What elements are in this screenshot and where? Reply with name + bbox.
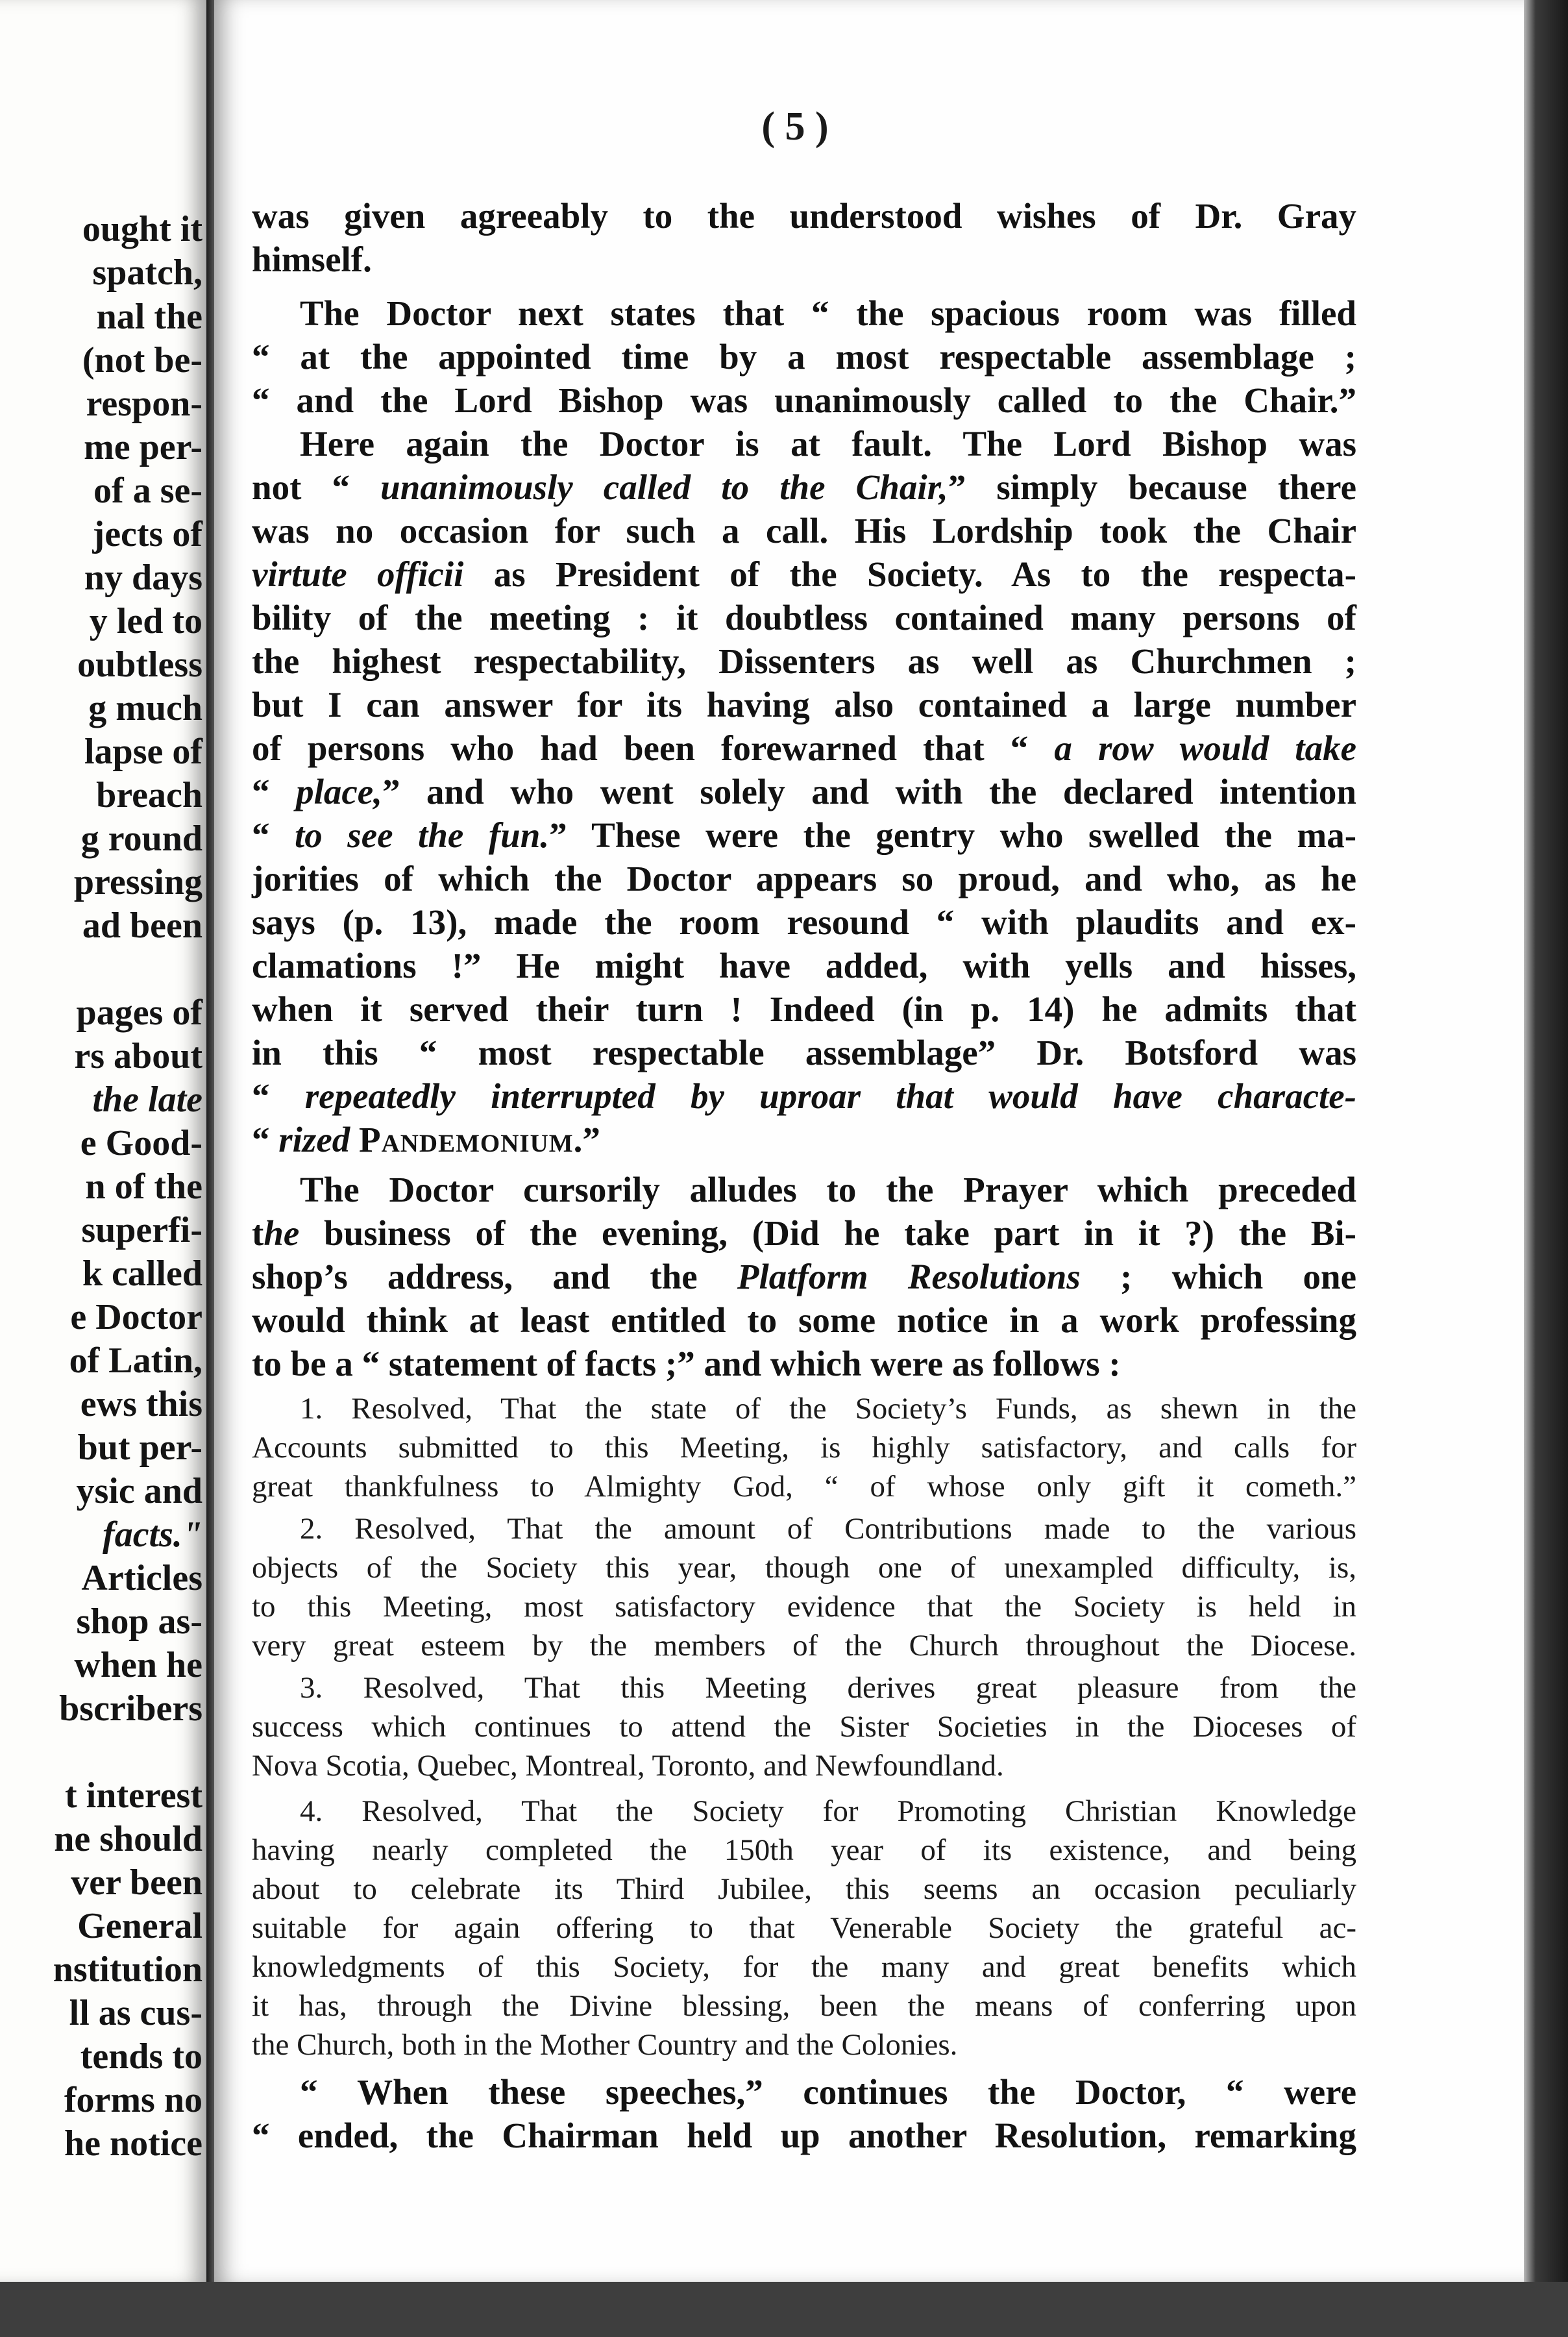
resolution-line: very great esteem by the members of the Church throughout the Diocese. bbox=[252, 1629, 1356, 1663]
facing-page-line: ad been bbox=[82, 906, 202, 946]
facing-page-line: ought it bbox=[82, 209, 202, 249]
text-line: would think at least entitled to some notice in a work professing bbox=[252, 1300, 1356, 1340]
resolution-line: the Church, both in the Mother Country and the Colonies. bbox=[252, 2028, 958, 2062]
text-line: not “ unanimously called to the Chair,” simply because there bbox=[252, 467, 1356, 507]
facing-page-line: facts." bbox=[103, 1515, 202, 1555]
facing-page-line: ver been bbox=[71, 1862, 202, 1903]
resolution-line: 2. Resolved, That the amount of Contributions made to the various bbox=[300, 1512, 1356, 1546]
facing-page-line: tends to bbox=[80, 2036, 202, 2077]
text-line: Here again the Doctor is at fault. The Lord Bishop was bbox=[300, 424, 1356, 464]
resolution-line: it has, through the Divine blessing, been the means of conferring upon bbox=[252, 1989, 1356, 2023]
text-line: the highest respectability, Dissenters as well as Churchmen ; bbox=[252, 641, 1356, 681]
text-line: bility of the meeting : it doubtless contained many persons of bbox=[252, 598, 1356, 637]
resolution-line: about to celebrate its Third Jubilee, this seems an occasion peculiarly bbox=[252, 1872, 1356, 1906]
facing-page-line: the late bbox=[92, 1080, 202, 1120]
text-line: shop’s address, and the Platform Resolutions ; which one bbox=[252, 1257, 1356, 1296]
resolution-line: knowledgments of this Society, for the many and great benefits which bbox=[252, 1950, 1356, 1984]
facing-page-line: t interest bbox=[65, 1775, 202, 1816]
facing-page-line: ny days bbox=[84, 558, 202, 598]
facing-page-line: (not be- bbox=[82, 340, 202, 380]
facing-page-line: ne should bbox=[54, 1819, 202, 1859]
facing-page-line: shop as- bbox=[76, 1601, 202, 1642]
facing-page-line: oubtless bbox=[77, 645, 202, 685]
resolution-line: Accounts submitted to this Meeting, is highly satisfactory, and calls for bbox=[252, 1431, 1356, 1465]
facing-page-line: superfi- bbox=[81, 1210, 202, 1250]
text-line: in this “ most respectable assemblage” Dr. Botsford was bbox=[252, 1033, 1356, 1072]
facing-page bbox=[0, 0, 209, 2282]
resolution-line: 1. Resolved, That the state of the Society’s Funds, as shewn in the bbox=[300, 1392, 1356, 1426]
resolution-line: great thankfulness to Almighty God, “ of whose only gift it cometh.” bbox=[252, 1470, 1356, 1503]
facing-page-line: g round bbox=[80, 819, 202, 859]
facing-page-line: forms no bbox=[64, 2080, 202, 2120]
facing-page-line: ysic and bbox=[76, 1471, 202, 1511]
text-line: to be a “ statement of facts ;” and which were as follows : bbox=[252, 1344, 1121, 1383]
facing-page-line: e Good- bbox=[80, 1123, 202, 1163]
resolution-line: 3. Resolved, That this Meeting derives great pleasure from the bbox=[300, 1671, 1356, 1705]
resolution-line: 4. Resolved, That the Society for Promoting Christian Knowledge bbox=[300, 1794, 1356, 1828]
resolution-line: success which continues to attend the Sister Societies in the Dioceses of bbox=[252, 1710, 1356, 1744]
resolution-line: to this Meeting, most satisfactory evidence that the Society is held in bbox=[252, 1590, 1356, 1624]
text-line: when it served their turn ! Indeed (in p. 14) he admits that bbox=[252, 989, 1356, 1029]
text-line: jorities of which the Doctor appears so proud, and who, as he bbox=[252, 859, 1356, 898]
facing-page-line: Articles bbox=[81, 1558, 202, 1598]
facing-page-line: but per- bbox=[77, 1428, 202, 1468]
facing-page-line: jects of bbox=[92, 514, 202, 554]
page-edge bbox=[1524, 0, 1568, 2282]
facing-page-line: me per- bbox=[84, 427, 202, 467]
text-line: “ rized Pandemonium.” bbox=[252, 1120, 600, 1159]
facing-page-line: n of the bbox=[85, 1167, 202, 1207]
text-line: clamations !” He might have added, with yells and hisses, bbox=[252, 946, 1356, 985]
facing-page-line: nstitution bbox=[53, 1949, 202, 1990]
text-line: The Doctor cursorily alludes to the Prayer which preceded bbox=[300, 1170, 1356, 1209]
text-line: but I can answer for its having also contained a large number bbox=[252, 685, 1356, 724]
facing-page-line: nal the bbox=[96, 297, 202, 337]
text-line: “ ended, the Chairman held up another Resolution, remarking bbox=[252, 2116, 1356, 2155]
resolution-line: objects of the Society this year, though one of unexampled difficulty, is, bbox=[252, 1551, 1356, 1585]
facing-page-line: respon- bbox=[86, 384, 202, 424]
text-line: “ at the appointed time by a most respectable assemblage ; bbox=[252, 337, 1356, 377]
facing-page-line: spatch, bbox=[92, 253, 202, 293]
facing-page-line: rs about bbox=[74, 1036, 202, 1076]
facing-page-line: lapse of bbox=[84, 732, 202, 772]
text-line: “ and the Lord Bishop was unanimously called to the Chair.” bbox=[252, 380, 1356, 420]
facing-page-line: he notice bbox=[64, 2123, 202, 2164]
text-line: “ repeatedly interrupted by uproar that would have characte- bbox=[252, 1076, 1356, 1116]
facing-page-line: bscribers bbox=[59, 1688, 202, 1729]
text-line: of persons who had been forewarned that “ a row would take bbox=[252, 728, 1356, 768]
text-line: “ place,” and who went solely and with the declared intention bbox=[252, 772, 1356, 811]
text-line: was given agreeably to the understood wishes of Dr. Gray bbox=[252, 196, 1356, 236]
text-line: virtute officii as President of the Society. As to the respecta- bbox=[252, 554, 1356, 594]
page-number: ( 5 ) bbox=[761, 105, 829, 149]
facing-page-line: of a se- bbox=[93, 471, 202, 511]
text-line: The Doctor next states that “ the spacious room was filled bbox=[300, 293, 1356, 333]
resolution-line: Nova Scotia, Quebec, Montreal, Toronto, and Newfoundland. bbox=[252, 1749, 1004, 1783]
facing-page-line: ews this bbox=[80, 1384, 202, 1424]
facing-page-line: breach bbox=[96, 775, 202, 815]
text-line: “ When these speeches,” continues the Doctor, “ were bbox=[300, 2072, 1356, 2112]
facing-page-line: y led to bbox=[89, 601, 202, 641]
scan-border bbox=[0, 2282, 1568, 2337]
facing-page-line: ll as cus- bbox=[69, 1993, 202, 2033]
facing-page-line: when he bbox=[74, 1645, 202, 1685]
resolution-line: suitable for again offering to that Venerable Society the grateful ac- bbox=[252, 1911, 1356, 1945]
text-line: himself. bbox=[252, 240, 372, 279]
facing-page-line: General bbox=[77, 1906, 202, 1946]
facing-page-line: e Doctor bbox=[70, 1297, 202, 1337]
facing-page-line: of Latin, bbox=[69, 1341, 202, 1381]
text-line: was no occasion for such a call. His Lordship took the Chair bbox=[252, 511, 1356, 550]
facing-page-line: pages of bbox=[76, 993, 202, 1033]
facing-page-line: g much bbox=[88, 688, 202, 728]
text-line: “ to see the fun.” These were the gentry who swelled the ma- bbox=[252, 815, 1357, 855]
text-line: the business of the evening, (Did he take part in it ?) the Bi- bbox=[252, 1213, 1356, 1253]
facing-page-line: pressing bbox=[73, 862, 202, 902]
text-line: says (p. 13), made the room resound “ with plaudits and ex- bbox=[252, 902, 1356, 942]
facing-page-line: k called bbox=[82, 1254, 202, 1294]
resolution-line: having nearly completed the 150th year of its existence, and being bbox=[252, 1833, 1356, 1867]
